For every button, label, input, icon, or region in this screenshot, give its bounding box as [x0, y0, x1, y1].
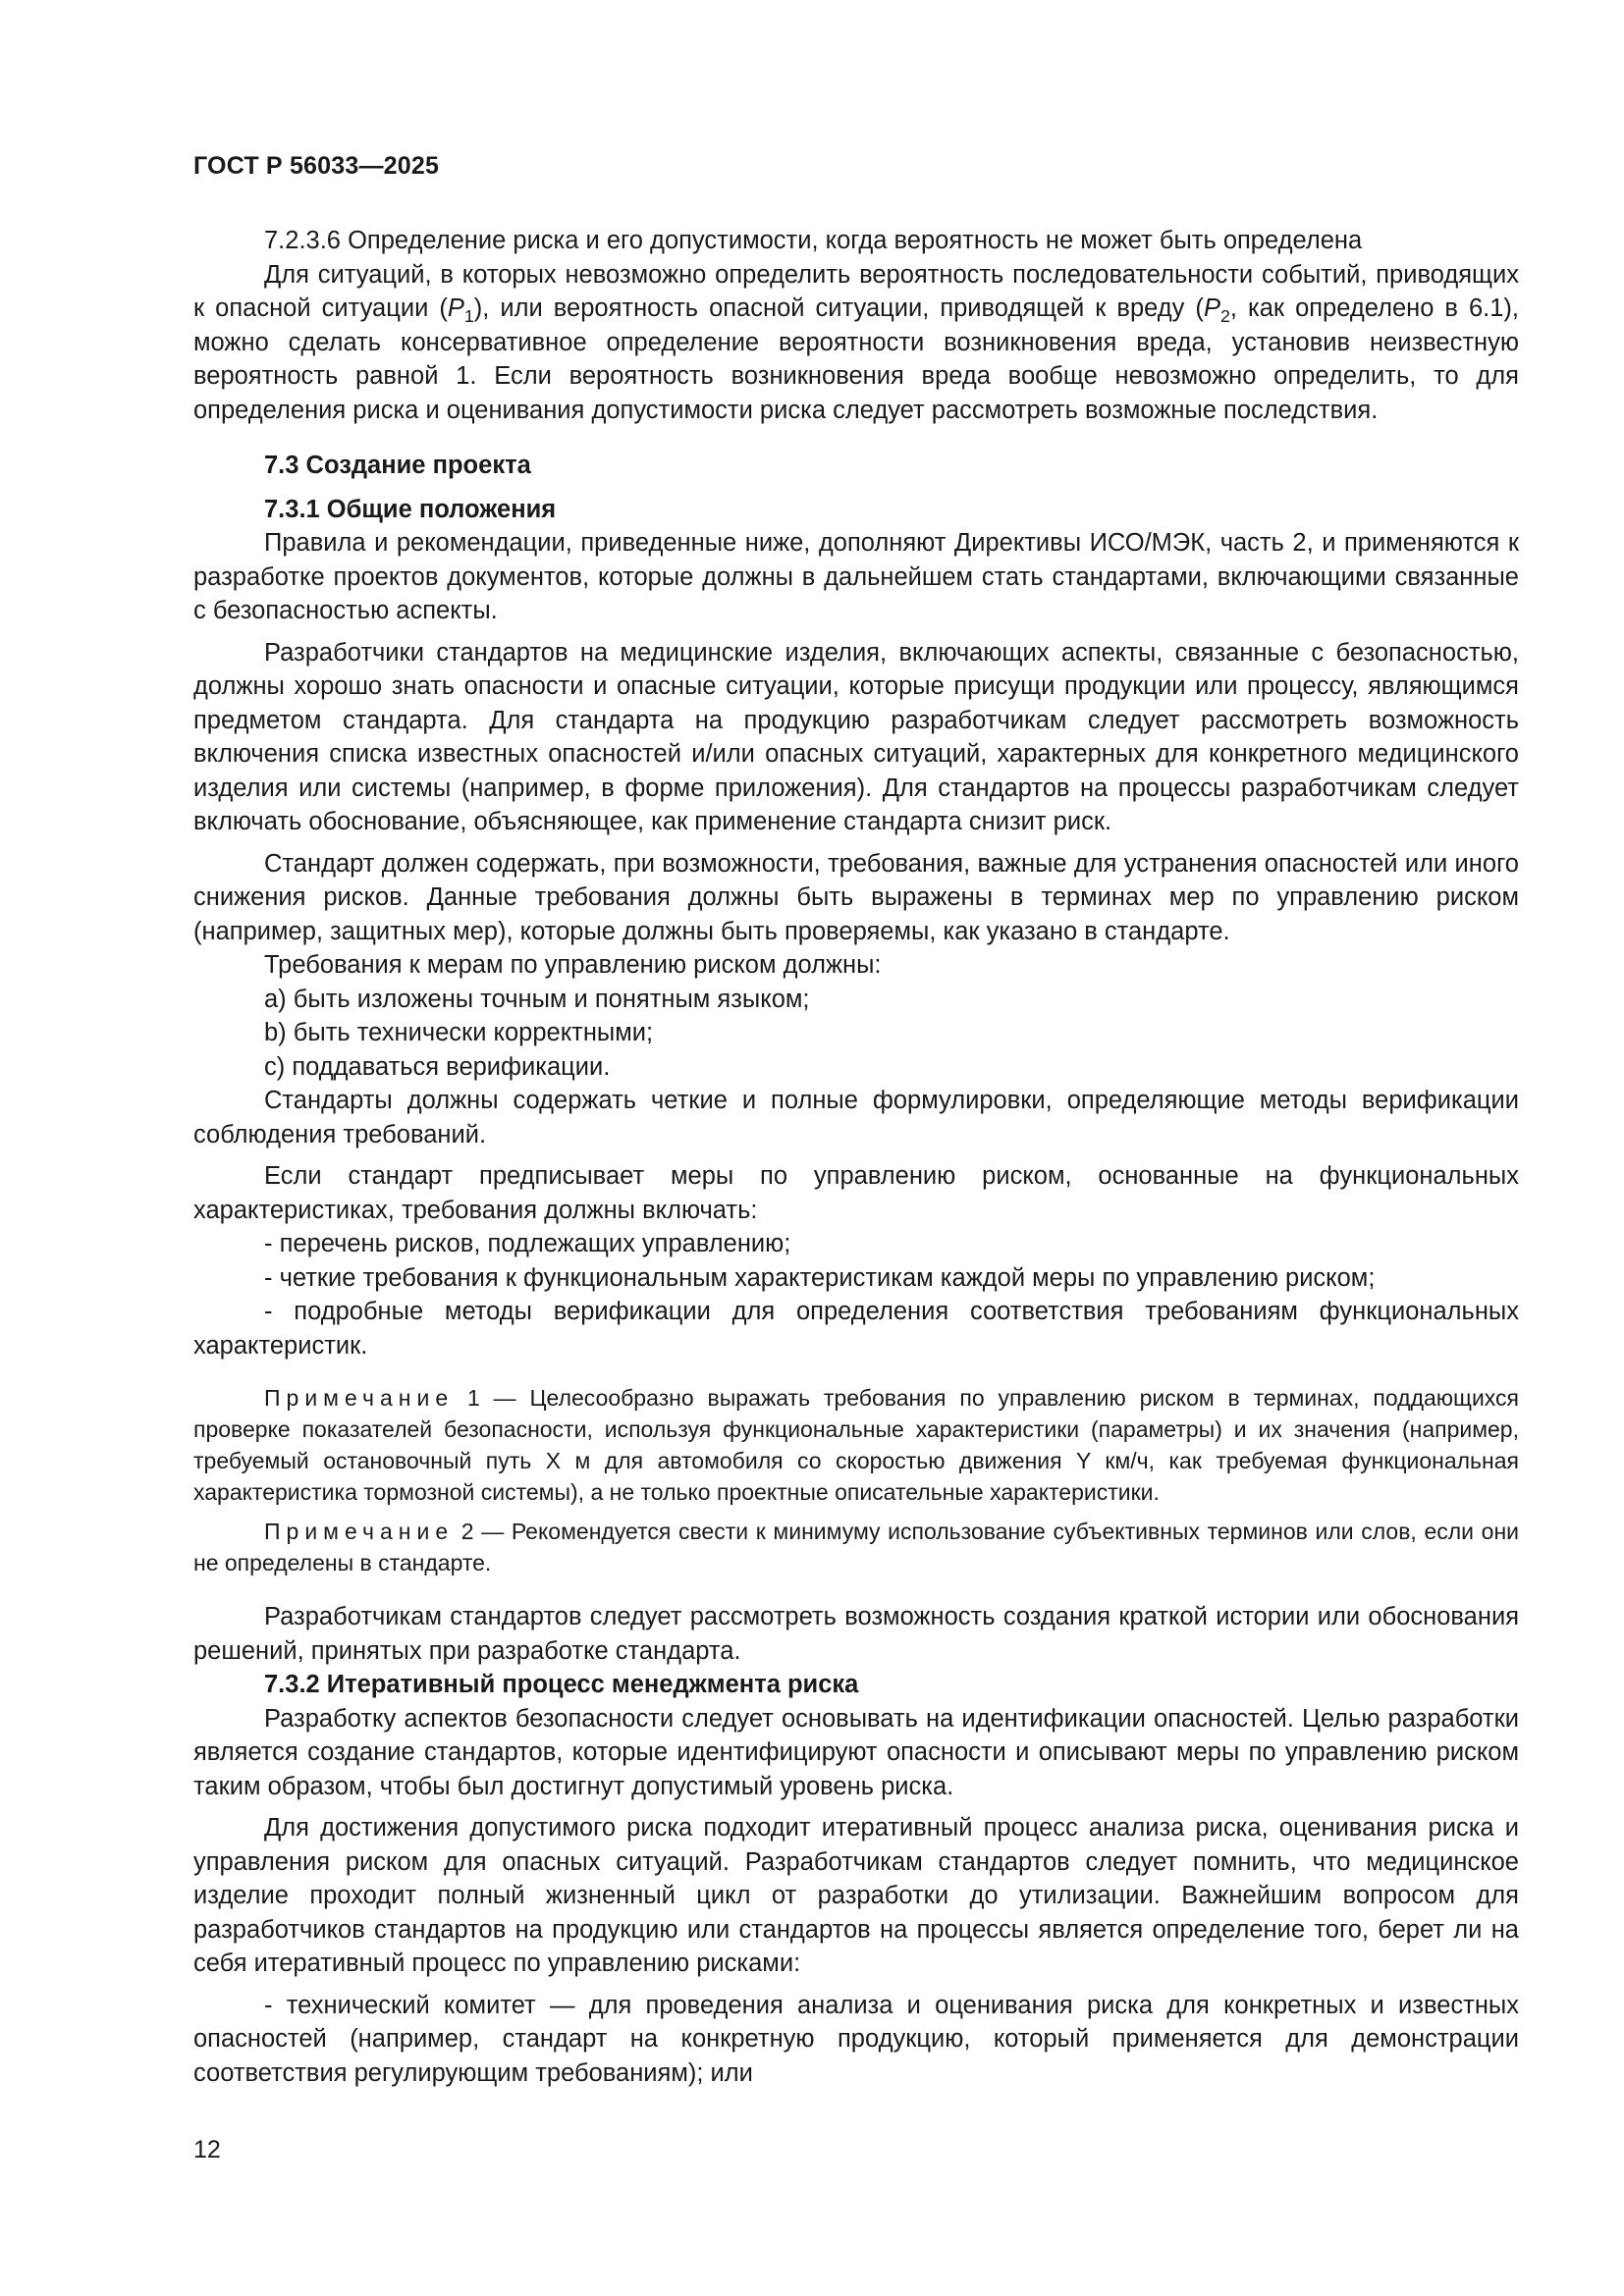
paragraph: - технический комитет — для проведения анализа и оценивания риска для конкретных и известных опасностей (например, стандарт на конкретную продукцию, который применяется для демонстрации соответствия регулирующим требованиям); или	[193, 1991, 1519, 2087]
subsection-7-2-3-6-title: 7.2.3.6 Определение риска и его допустимости, когда вероятность не может быть определена	[264, 227, 1363, 254]
paragraph: Если стандарт предписывает меры по управлению риском, основанные на функциональных характеристиках, требования должны включать:	[193, 1162, 1519, 1224]
paragraph: Стандарт должен содержать, при возможности, требования, важные для устранения опасностей или иного снижения рисков. Данные требования должны быть выражены в терминах мер по управлению риском (например, защитных мер), которые должны быть проверяемы, как указано в стандарте.	[193, 849, 1519, 945]
document-code-header: ГОСТ Р 56033—2025	[193, 152, 440, 180]
subsection-7-3-1-title: 7.3.1 Общие положения	[264, 495, 557, 523]
list-item: a) быть изложены точным и понятным языком;	[264, 985, 810, 1013]
subsection-7-3-2-title: 7.3.2 Итеративный процесс менеджмента риска	[264, 1671, 859, 1698]
variable-p1: P	[447, 294, 464, 322]
list-item: - перечень рисков, подлежащих управлению;	[264, 1230, 791, 1257]
variable-p2: P	[1203, 294, 1220, 322]
list-item: b) быть технически корректными;	[264, 1019, 654, 1046]
note-label: Примечание	[264, 1519, 455, 1544]
list-item: - четкие требования к функциональным характеристикам каждой меры по управлению риском;	[264, 1263, 1376, 1292]
page-number: 12	[193, 2136, 221, 2163]
paragraph: Стандарты должны содержать четкие и полные формулировки, определяющие методы верификации соблюдения требований.	[193, 1087, 1519, 1148]
paragraph: Требования к мерам по управлению риском должны:	[264, 951, 882, 979]
note-label: Примечание	[264, 1385, 455, 1411]
document-body	[193, 224, 1519, 2090]
paragraph: Правила и рекомендации, приведенные ниже, дополняют Директивы ИСО/МЭК, часть 2, и применяются к разработке проектов документов, которые должны в дальнейшем стать стандартами, включающими связанные с безопасностью аспекты.	[193, 529, 1519, 624]
notes-block	[193, 1382, 1519, 1578]
list-item: - подробные методы верификации для определения соответствия требованиям функциональных характеристик.	[193, 1298, 1519, 1360]
paragraph: Разработчикам стандартов следует рассмотреть возможность создания краткой истории или обоснования решений, принятых при разработке стандарта.	[193, 1603, 1519, 1665]
paragraph: Разработчики стандартов на медицинские изделия, включающих аспекты, связанные с безопасностью, должны хорошо знать опасности и опасные ситуации, которые присущи продукции или процессу, являющимся предметом стандарта. Для стандарта на продукцию разработчикам следует рассмотреть возможность включения списка известных опасностей и/или опасных ситуаций, характерных для конкретного медицинского изделия или системы (например, в форме приложения). Для стандартов на процессы разработчикам следует включать обоснование, объясняющее, как применение стандарта снизит риск.	[193, 638, 1519, 835]
paragraph: Разработку аспектов безопасности следует основывать на идентификации опасностей. Целью разработки является создание стандартов, которые идентифицируют опасности и описывают меры по управлению риском таким образом, чтобы был достигнут допустимый уровень риска.	[193, 1704, 1519, 1800]
note-1: Примечание 1 — Целесообразно выражать требования по управлению риском в терминах, поддающихся проверке показателей безопасности, используя функциональные характеристики (параметры) и их значения (например, требуемый остановочный путь X м для автомобиля со скоростью движения Y км/ч, как требуемая функциональная характеристика тормозной системы), а не только проектные описательные характеристики.	[193, 1385, 1519, 1505]
list-item: c) поддаваться верификации.	[264, 1052, 611, 1081]
paragraph: Для достижения допустимого риска подходит итеративный процесс анализа риска, оценивания риска и управления риском для опасных ситуаций. Разработчикам стандартов следует помнить, что медицинское изделие проходит полный жизненный цикл от разработки до утилизации. Важнейшим вопросом для разработчиков стандартов на продукцию или стандартов на процессы является определение того, берет ли на себя итеративный процесс по управлению рисками:	[193, 1814, 1519, 1977]
section-7-3-title: 7.3 Создание проекта	[264, 452, 531, 479]
note-2: Примечание 2 — Рекомендуется свести к минимуму использование субъективных терминов или слов, если они не определены в стандарте.	[193, 1519, 1519, 1575]
paragraph: Для ситуаций, в которых невозможно определить вероятность последовательности событий, приводящих к опасной ситуации $(P_1)$, или вероятность опасной ситуации, приводящей к вреду ($P_2$, как определено в 6.1), можно сделать консервативное определение вероятности возникновения вреда, установив неизвестную вероятность равной 1. Если вероятность возникновения вреда вообще невозможно определить, то для определения риска и оценивания допустимости риска следует рассмотреть возможные последствия.	[193, 260, 1520, 424]
